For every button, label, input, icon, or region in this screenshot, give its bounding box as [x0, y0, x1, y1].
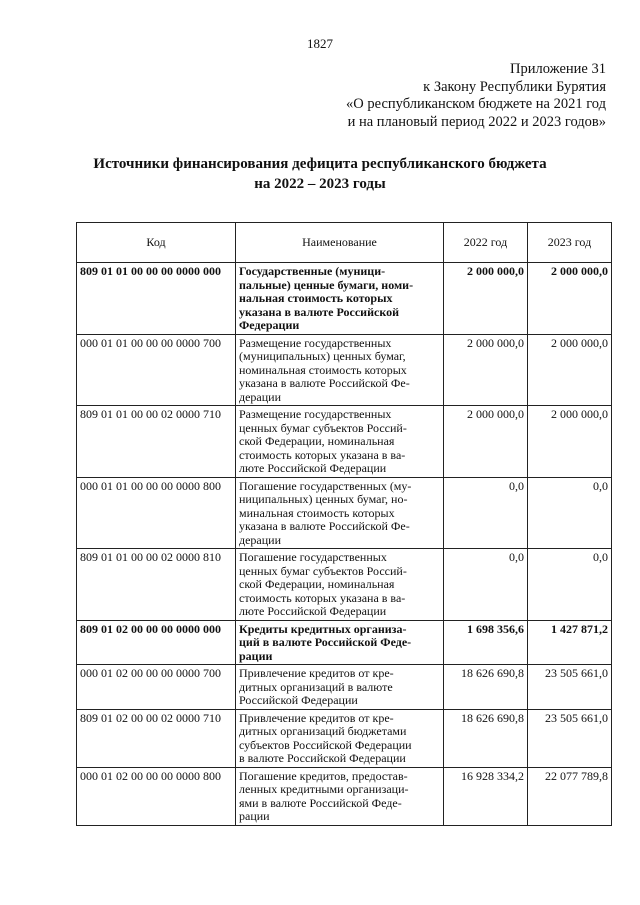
- amount-2022-cell: 18 626 690,8: [444, 665, 528, 710]
- item-name-line: указана в валюте Российской Фе-: [239, 519, 410, 533]
- financing-sources-table: [76, 222, 612, 826]
- item-name-line: стоимость которых указана в ва-: [239, 590, 406, 605]
- amount-2022-cell: 0,0: [444, 549, 528, 621]
- budget-code-cell: 809 01 02 00 00 00 0000 000: [77, 620, 236, 665]
- item-name-line: ниципальных) ценных бумаг, но-: [239, 492, 408, 506]
- item-name-line: Кредиты кредитных организа-: [239, 621, 407, 636]
- item-name-line: дитных организаций бюджетами: [239, 724, 407, 738]
- item-name-line: люте Российской Федерации: [239, 461, 387, 475]
- appendix-line: и на плановый период 2022 и 2023 годов»: [347, 113, 606, 130]
- appendix-line: Приложение 31: [510, 61, 606, 77]
- item-name-line: ценных бумаг субъектов Россий-: [239, 563, 407, 578]
- item-name-line: стоимость которых указана в ва-: [239, 447, 406, 462]
- table-row: [77, 767, 612, 825]
- item-name-line: Размещение государственных: [239, 335, 392, 350]
- table-row: [77, 477, 612, 549]
- document-title: [0, 154, 640, 194]
- table-header-row: [77, 223, 612, 263]
- item-name-line: люте Российской Федерации: [239, 604, 387, 618]
- amount-2022-cell: 2 000 000,0: [444, 334, 528, 406]
- item-name-line: указана в валюте Российской: [239, 304, 400, 319]
- table-body: [77, 263, 612, 826]
- header-code: Код: [77, 223, 236, 263]
- item-name-line: ленных кредитными организаци-: [239, 782, 409, 796]
- budget-code-cell: 000 01 02 00 00 00 0000 800: [77, 767, 236, 825]
- header-2022: 2022 год: [444, 223, 528, 263]
- item-name-line: дерации: [239, 532, 282, 547]
- budget-code-cell: 809 01 01 00 00 02 0000 710: [77, 406, 236, 478]
- item-name-line: Погашение государственных (му-: [239, 478, 412, 493]
- item-name-line: рации: [239, 809, 270, 823]
- item-name-line: нальная стоимость которых: [239, 291, 393, 305]
- appendix-line: «О республиканском бюджете на 2021 год: [346, 96, 606, 112]
- budget-code-cell: 809 01 01 00 00 02 0000 810: [77, 549, 236, 621]
- item-name-line: минальная стоимость которых: [239, 505, 395, 520]
- item-name-cell: [236, 406, 444, 478]
- item-name-line: рации: [239, 648, 273, 663]
- item-name-cell: [236, 709, 444, 767]
- table-row: [77, 549, 612, 621]
- item-name-line: ями в валюте Российской Феде-: [239, 795, 402, 810]
- amount-2022-cell: 0,0: [444, 477, 528, 549]
- amount-2023-cell: 2 000 000,0: [528, 263, 612, 335]
- item-name-line: Погашение государственных: [239, 550, 387, 564]
- table-row: [77, 406, 612, 478]
- item-name-line: Погашение кредитов, предостав-: [239, 768, 408, 783]
- item-name-line: указана в валюте Российской Фе-: [239, 376, 410, 390]
- table-row: [77, 709, 612, 767]
- item-name-line: пальные) ценные бумаги, номи-: [239, 277, 414, 292]
- amount-2023-cell: 23 505 661,0: [528, 665, 612, 710]
- appendix-note: [346, 61, 606, 131]
- item-name-line: субъектов Российской Федерации: [239, 737, 412, 752]
- budget-code-cell: 000 01 01 00 00 00 0000 800: [77, 477, 236, 549]
- item-name-line: (муниципальных) ценных бумаг,: [239, 349, 406, 363]
- item-name-line: ской Федерации, номинальная: [239, 434, 395, 448]
- budget-code-cell: 809 01 01 00 00 00 0000 000: [77, 263, 236, 335]
- amount-2023-cell: 0,0: [528, 477, 612, 549]
- header-name: Наименование: [236, 223, 444, 263]
- amount-2022-cell: 2 000 000,0: [444, 406, 528, 478]
- item-name-line: номинальная стоимость которых: [239, 362, 407, 377]
- item-name-cell: [236, 549, 444, 621]
- table-row: [77, 334, 612, 406]
- amount-2022-cell: 1 698 356,6: [444, 620, 528, 665]
- item-name-line: Российской Федерации: [239, 693, 358, 707]
- item-name-line: ценных бумаг субъектов Россий-: [239, 420, 407, 435]
- item-name-line: в валюте Российской Федерации: [239, 751, 406, 765]
- item-name-cell: [236, 334, 444, 406]
- budget-code-cell: 000 01 02 00 00 00 0000 700: [77, 665, 236, 710]
- amount-2022-cell: 18 626 690,8: [444, 709, 528, 767]
- item-name-line: Федерации: [239, 318, 300, 332]
- item-name-cell: [236, 620, 444, 665]
- amount-2023-cell: 2 000 000,0: [528, 334, 612, 406]
- item-name-cell: [236, 767, 444, 825]
- budget-code-cell: 000 01 01 00 00 00 0000 700: [77, 334, 236, 406]
- item-name-line: ций в валюте Российской Феде-: [239, 635, 412, 649]
- item-name-line: Привлечение кредитов от кре-: [239, 710, 394, 725]
- item-name-line: дитных организаций в валюте: [239, 679, 393, 694]
- amount-2023-cell: 23 505 661,0: [528, 709, 612, 767]
- item-name-line: ской Федерации, номинальная: [239, 577, 395, 591]
- header-2023: 2023 год: [528, 223, 612, 263]
- item-name-line: дерации: [239, 389, 282, 404]
- amount-2023-cell: 22 077 789,8: [528, 767, 612, 825]
- table-row: [77, 665, 612, 710]
- appendix-line: к Закону Республики Бурятия: [423, 78, 606, 95]
- amount-2023-cell: 2 000 000,0: [528, 406, 612, 478]
- item-name-line: Государственные (муници-: [239, 264, 386, 278]
- amount-2023-cell: 1 427 871,2: [528, 620, 612, 665]
- title-line: Источники финансирования дефицита республиканского бюджета: [93, 156, 547, 172]
- page-number: 1827: [307, 36, 333, 51]
- table-row: [77, 263, 612, 335]
- item-name-line: Привлечение кредитов от кре-: [239, 666, 394, 680]
- amount-2022-cell: 16 928 334,2: [444, 767, 528, 825]
- item-name-cell: [236, 665, 444, 710]
- item-name-line: Размещение государственных: [239, 407, 392, 421]
- amount-2023-cell: 0,0: [528, 549, 612, 621]
- budget-code-cell: 809 01 02 00 00 02 0000 710: [77, 709, 236, 767]
- item-name-cell: [236, 477, 444, 549]
- title-line: на 2022 – 2023 годы: [254, 176, 386, 192]
- table-row: [77, 620, 612, 665]
- amount-2022-cell: 2 000 000,0: [444, 263, 528, 335]
- item-name-cell: [236, 263, 444, 335]
